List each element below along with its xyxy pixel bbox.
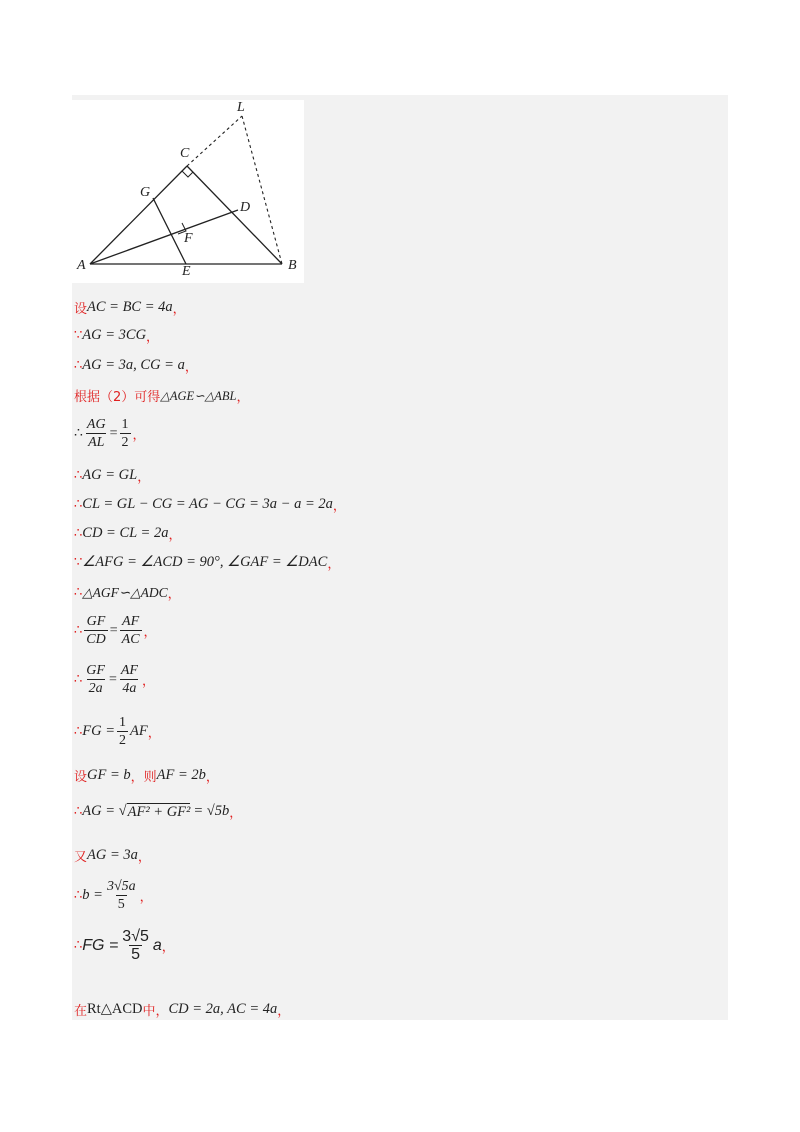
therefore-symbol: ∴ <box>74 426 83 441</box>
line-math: b = <box>82 887 103 903</box>
denominator: 5 <box>131 946 141 963</box>
line-math: AG = 3a <box>87 847 138 863</box>
line-math: AG = 3CG <box>82 327 147 343</box>
numerator: 3√5 <box>122 928 149 945</box>
line-suffix: ， <box>332 499 346 514</box>
segment-cb <box>187 166 282 264</box>
radicand: AF² + GF² <box>127 803 191 820</box>
right-angle-c-icon <box>182 171 193 177</box>
segment-ad <box>90 210 238 264</box>
denominator: 2 <box>121 435 129 450</box>
therefore-symbol: ∴ <box>74 585 83 600</box>
line-suffix: ， <box>146 330 160 345</box>
line-suffix: ， <box>277 1004 291 1019</box>
line-math: = √5b <box>193 803 230 819</box>
therefore-symbol: ∴ <box>74 938 83 953</box>
therefore-symbol: ∴ <box>74 672 83 687</box>
numerator: AF <box>122 614 140 629</box>
solution-line-3 <box>74 356 198 375</box>
fraction-one-half <box>120 416 131 451</box>
triangle-figure <box>72 100 304 283</box>
line-connector: 中， <box>142 1004 169 1019</box>
numerator: AG <box>86 417 106 432</box>
solution-line-6 <box>74 466 150 485</box>
line-suffix: ， <box>161 940 175 955</box>
numerator: 1 <box>119 715 127 730</box>
therefore-symbol: ∴ <box>74 804 83 819</box>
line-math: AF = 2b <box>156 767 206 783</box>
solution-line-8 <box>74 524 181 543</box>
point-label-b: B <box>288 258 297 273</box>
triangle-diagram <box>72 100 304 283</box>
numerator: GF <box>86 663 105 678</box>
because-symbol: ∵ <box>74 328 83 343</box>
therefore-symbol: ∴ <box>74 358 83 373</box>
line-math: CD = CL = 2a <box>82 525 169 541</box>
line-suffix: ， <box>132 428 146 443</box>
solution-line-18 <box>74 928 175 963</box>
line-suffix: ， <box>147 726 161 741</box>
point-label-c: C <box>180 146 190 161</box>
therefore-symbol: ∴ <box>74 888 83 903</box>
denominator: AC <box>121 632 140 647</box>
line-suffix: ， <box>327 557 341 572</box>
point-label-a: A <box>77 258 86 273</box>
solution-line-5 <box>74 416 146 451</box>
solution-line-4 <box>74 386 250 405</box>
solution-line-10 <box>74 583 181 602</box>
line-suffix: ， <box>168 528 182 543</box>
solution-line-17 <box>74 878 153 913</box>
fraction-af-ac <box>120 613 142 648</box>
solution-line-12 <box>74 662 155 697</box>
point-label-g: G <box>140 185 151 200</box>
line-prefix: 设 <box>74 770 88 785</box>
line-connector: ，则 <box>130 770 157 785</box>
numerator: AF <box>120 663 138 678</box>
segment-cl-dashed <box>187 116 242 166</box>
solution-line-13 <box>74 714 161 749</box>
line-math: AG = GL <box>82 467 138 483</box>
therefore-symbol: ∴ <box>74 497 83 512</box>
denominator: 4a <box>122 681 137 696</box>
line-math: AC = BC = 4a <box>87 299 173 315</box>
line-math: FG = <box>82 723 116 739</box>
solution-line-9 <box>74 553 340 572</box>
solution-line-11 <box>74 613 157 648</box>
line-suffix: ， <box>143 625 157 640</box>
line-math: ∠AFG = ∠ACD = 90°, ∠GAF = ∠DAC <box>82 554 328 570</box>
solution-line-19 <box>74 1000 290 1019</box>
line-suffix: ， <box>139 890 153 905</box>
line-math: AG = √ <box>82 803 127 819</box>
line-math: a <box>152 936 162 954</box>
line-math: AG = 3a, CG = a <box>82 357 185 373</box>
line-suffix: ， <box>172 302 186 317</box>
solution-line-1 <box>74 298 186 317</box>
line-suffix: ， <box>229 806 243 821</box>
line-math: △AGF∽△ADC <box>82 584 168 600</box>
numerator: GF <box>86 614 106 629</box>
line-math: AF <box>130 723 148 739</box>
line-suffix: ， <box>184 360 198 375</box>
solution-line-7 <box>74 495 346 514</box>
line-prefix: 根据（2）可得 <box>74 390 161 405</box>
numerator: 3√5a <box>106 879 136 894</box>
denominator: 2a <box>88 681 103 696</box>
point-label-d: D <box>240 200 251 215</box>
solution-line-14 <box>74 766 219 785</box>
line-prefix: 又 <box>74 850 88 865</box>
fraction-gf-cd <box>84 613 107 648</box>
line-math: Rt△ACD <box>87 1001 143 1017</box>
line-prefix: 在 <box>74 1004 88 1019</box>
fraction-fg-value <box>120 928 151 963</box>
fraction-ag-al <box>85 416 108 451</box>
solution-line-2 <box>74 326 159 345</box>
line-math: FG = <box>82 936 119 954</box>
point-label-l: L <box>237 100 245 115</box>
line-suffix: ， <box>137 850 151 865</box>
equals-sign: = <box>109 425 118 441</box>
segment-lb-dashed <box>242 116 282 264</box>
fraction-gf-2a <box>84 662 107 697</box>
solution-line-15 <box>74 802 242 821</box>
point-label-f: F <box>184 231 193 246</box>
line-suffix: ， <box>137 470 151 485</box>
line-math: CL = GL − CG = AG − CG = 3a − a = 2a <box>82 496 333 512</box>
denominator: 5 <box>117 897 125 912</box>
line-prefix: 设 <box>74 302 88 317</box>
line-suffix: ， <box>236 390 250 405</box>
fraction-one-half <box>117 714 128 749</box>
solution-line-16 <box>74 846 151 865</box>
numerator: 1 <box>121 417 129 432</box>
line-math: GF = b <box>87 767 131 783</box>
line-math: CD = 2a, AC = 4a <box>168 1001 278 1017</box>
denominator: CD <box>86 632 106 647</box>
denominator: AL <box>88 435 105 450</box>
equals-sign: = <box>108 671 117 687</box>
therefore-symbol: ∴ <box>74 724 83 739</box>
therefore-symbol: ∴ <box>74 623 83 638</box>
fraction-af-4a <box>119 662 140 697</box>
line-suffix: ， <box>167 587 181 602</box>
line-suffix: ， <box>141 674 155 689</box>
therefore-symbol: ∴ <box>74 468 83 483</box>
denominator: 2 <box>119 733 127 748</box>
line-math: △AGE∽△ABL <box>160 388 237 403</box>
fraction-b-value <box>105 878 138 913</box>
equals-sign: = <box>109 622 118 638</box>
segment-ac <box>90 166 187 264</box>
line-suffix: ， <box>205 770 219 785</box>
because-symbol: ∵ <box>74 555 83 570</box>
point-label-e: E <box>182 264 191 279</box>
therefore-symbol: ∴ <box>74 526 83 541</box>
